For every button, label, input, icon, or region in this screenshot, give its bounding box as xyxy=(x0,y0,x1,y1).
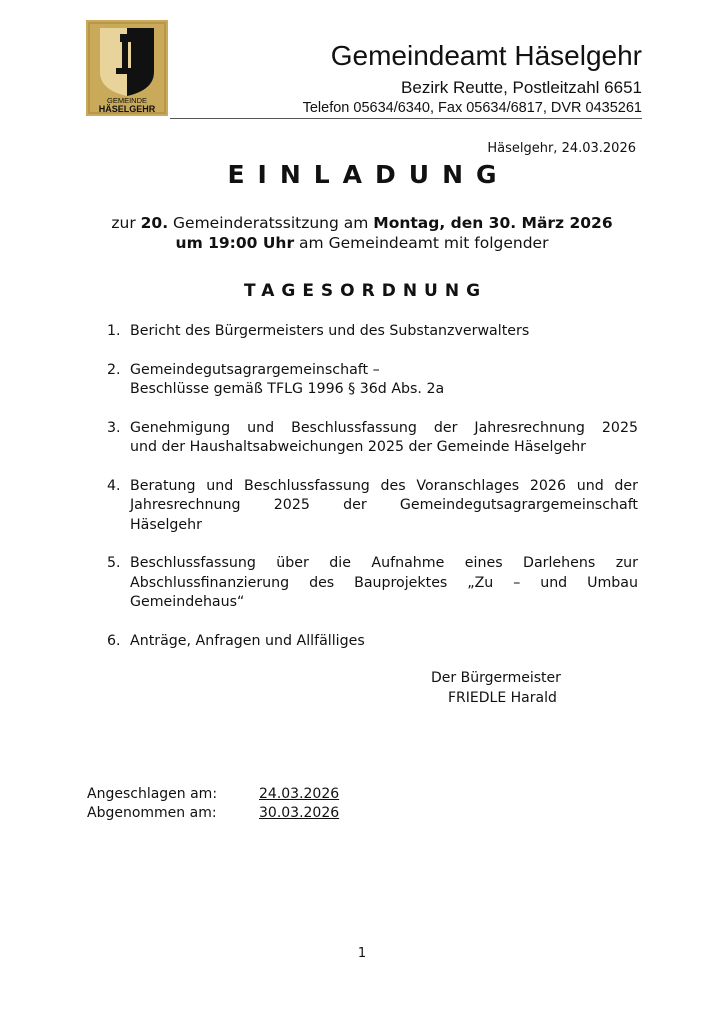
logo-caption-small: GEMEINDE xyxy=(106,96,148,105)
agenda-item-4 xyxy=(107,477,638,536)
signature-name: FRIEDLE Harald xyxy=(448,690,557,706)
agenda-item-number: 3. xyxy=(107,419,121,436)
logo-tower-highlight xyxy=(128,42,131,68)
agenda-item-5 xyxy=(107,554,638,613)
agenda-item-text: Abschlussfinanzierung des Bauprojektes „Zu – und Umbau xyxy=(130,574,638,591)
agenda-item-text: und der Haushaltsabweichungen 2025 der Gemeinde Häselgehr xyxy=(130,439,587,455)
posted-date: 24.03.2026 xyxy=(259,786,340,802)
logo-tower-top xyxy=(120,34,132,42)
agenda-item-text: Bericht des Bürgermeisters und des Substanzverwalters xyxy=(130,323,530,339)
session-number: 20. xyxy=(140,214,169,232)
municipality-logo xyxy=(86,20,168,116)
agenda-item-number: 5. xyxy=(107,555,121,571)
removed-label: Abgenommen am: xyxy=(87,805,217,821)
agenda-item-text: Beratung und Beschlussfassung des Voranschlages 2026 und der xyxy=(130,477,638,494)
intro-text-2: Gemeinderatssitzung am xyxy=(168,214,374,232)
intro-text-1: zur xyxy=(111,214,141,232)
agenda-item-text: Häselgehr xyxy=(130,516,202,533)
agenda-item-text: Genehmigung und Beschlussfassung der Jahresrechnung 2025 xyxy=(130,419,638,436)
agenda-item-6 xyxy=(107,632,638,652)
invitation-intro xyxy=(0,213,724,253)
signature-role: Der Bürgermeister xyxy=(431,670,561,686)
office-contact: Telefon 05634/6340, Fax 05634/6817, DVR 0435261 xyxy=(302,100,642,116)
logo-tower-base xyxy=(116,68,136,74)
agenda-list xyxy=(107,322,638,670)
agenda-item-text: Beschlussfassung über die Aufnahme eines Darlehens zur xyxy=(130,555,638,571)
agenda-item-3 xyxy=(107,419,638,458)
page-number: 1 xyxy=(357,946,367,961)
posted-label: Angeschlagen am: xyxy=(87,786,218,802)
session-date: Montag, den 30. März 2026 xyxy=(373,214,613,232)
document-date: Häselgehr, 24.03.2026 xyxy=(487,141,636,156)
agenda-item-text: Gemeindehaus“ xyxy=(130,594,245,610)
agenda-item-2 xyxy=(107,361,638,400)
agenda-item-1 xyxy=(107,322,638,342)
agenda-item-number: 2. xyxy=(107,361,121,378)
signature-block xyxy=(431,668,561,708)
removed-row xyxy=(87,804,339,823)
posted-row xyxy=(87,785,339,804)
intro-line-2 xyxy=(0,233,724,253)
intro-text-3: am Gemeindeamt mit folgender xyxy=(294,234,549,252)
agenda-item-number: 1. xyxy=(107,323,121,339)
agenda-item-text: Jahresrechnung 2025 der Gemeindegutsagrargemeinschaft xyxy=(130,497,638,513)
header-divider xyxy=(170,118,642,119)
office-district: Bezirk Reutte, Postleitzahl 6651 xyxy=(401,78,642,97)
agenda-title: TAGESORDNUNG xyxy=(243,281,488,301)
removed-date: 30.03.2026 xyxy=(259,805,340,821)
agenda-item-number: 4. xyxy=(107,477,121,494)
agenda-item-text: Beschlüsse gemäß TFLG 1996 § 36d Abs. 2a xyxy=(130,381,445,397)
posting-record xyxy=(87,785,339,823)
logo-caption-large: HÄSELGEHR xyxy=(98,104,156,114)
session-time: um 19:00 Uhr xyxy=(175,234,295,252)
agenda-item-text: Anträge, Anfragen und Allfälliges xyxy=(130,632,365,649)
agenda-item-text: Gemeindegutsagrargemeinschaft – xyxy=(130,361,380,378)
agenda-item-number: 6. xyxy=(107,632,121,649)
office-title: Gemeindeamt Häselgehr xyxy=(330,40,642,71)
document-title: EINLADUNG xyxy=(227,160,510,189)
intro-line-1 xyxy=(0,213,724,233)
